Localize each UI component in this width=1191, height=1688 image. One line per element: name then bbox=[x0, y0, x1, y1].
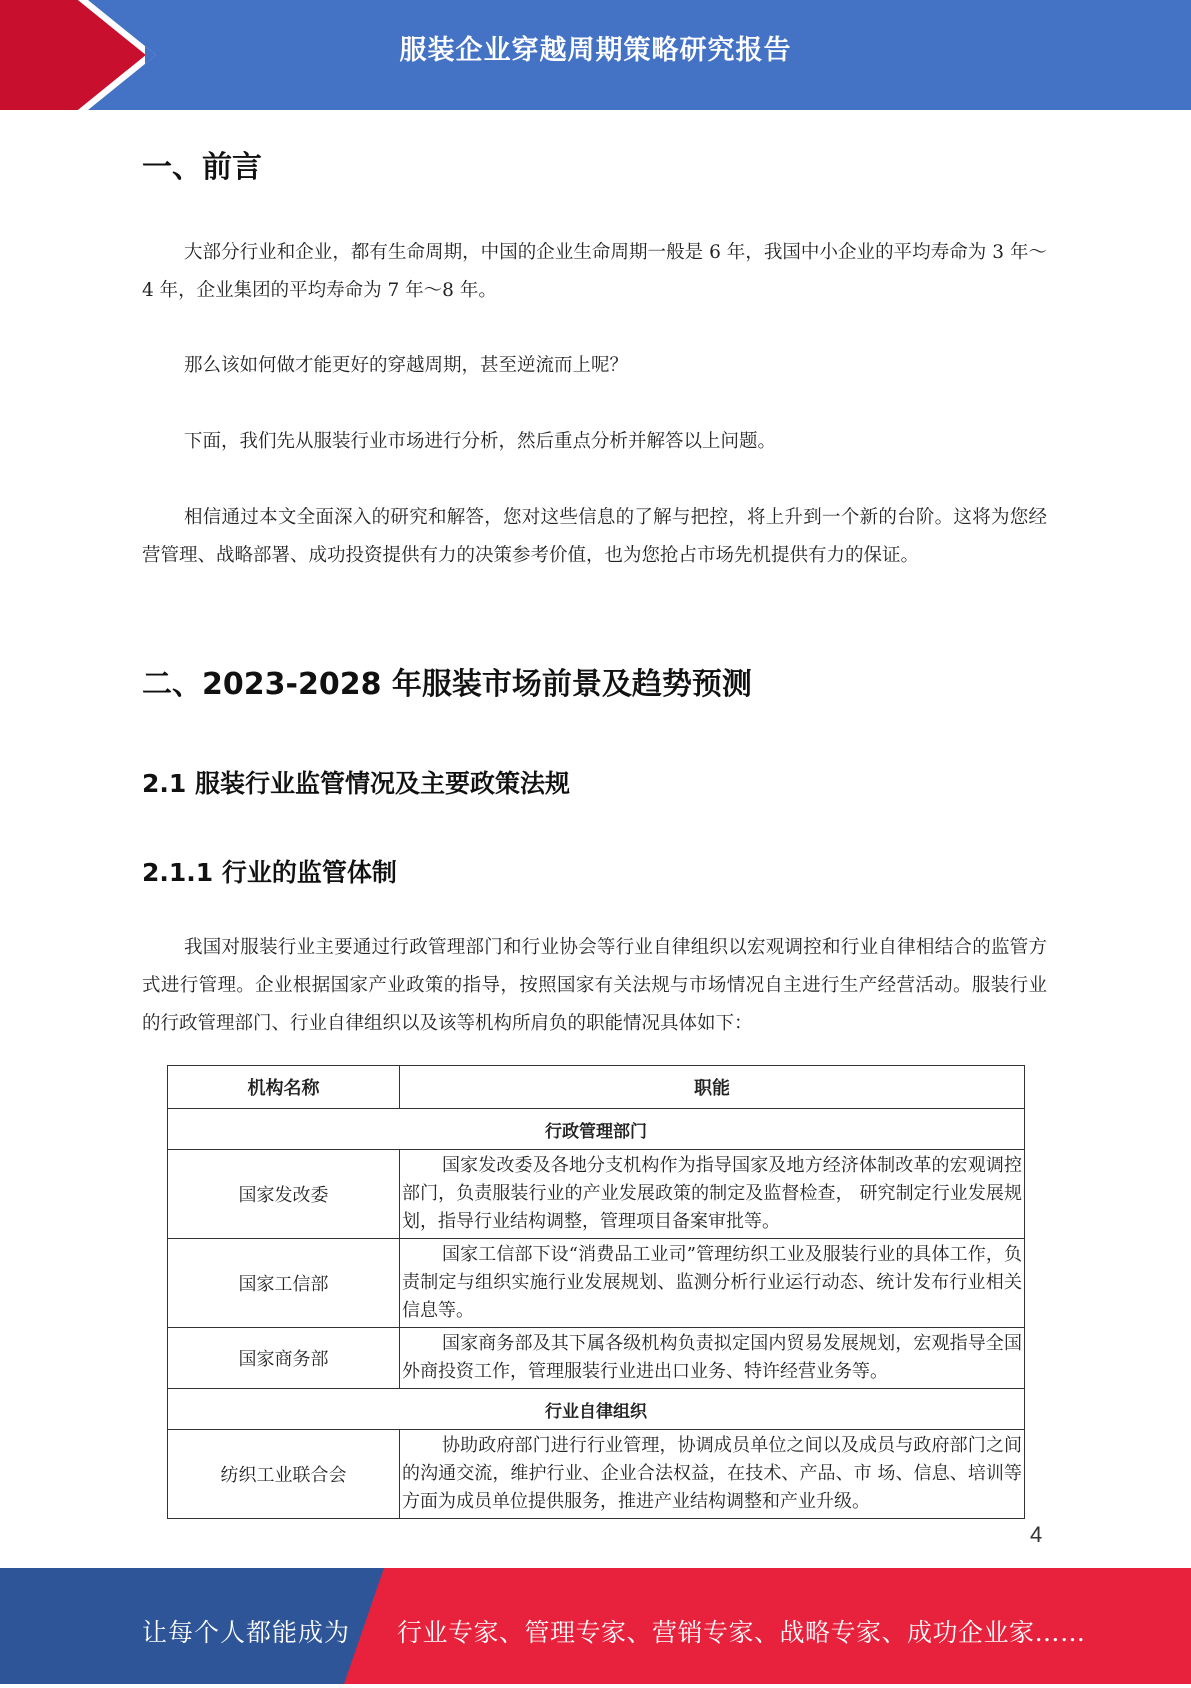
org-function-cell: 协助政府部门进行行业管理，协调成员单位之间以及成员与政府部门之间的沟通交流，维护行业、企业合法权益，在技术、产品、市 场、信息、培训等方面为成员单位提供服务，推进产业结构调整和产业升级。 bbox=[400, 1430, 1025, 1519]
org-function-cell: 国家发改委及各地分支机构作为指导国家及地方经济体制改革的宏观调控部门，负责服装行业的产业发展政策的制定及监督检查， 研究制定行业发展规划，指导行业结构调整，管理项目备案审批等。 bbox=[400, 1150, 1025, 1239]
regulatory-bodies-table bbox=[167, 1065, 1025, 1519]
table-group-row bbox=[168, 1389, 1025, 1430]
org-name-cell: 国家发改委 bbox=[168, 1150, 400, 1239]
section-heading-forecast: 二、2023-2028 年服装市场前景及趋势预测 bbox=[142, 667, 752, 702]
org-function-cell: 国家商务部及其下属各级机构负责拟定国内贸易发展规划，宏观指导全国外商投资工作，管理服装行业进出口业务、特许经营业务等。 bbox=[400, 1328, 1025, 1389]
group-admin-departments: 行政管理部门 bbox=[168, 1109, 1025, 1150]
preface-paragraph-3: 下面，我们先从服装行业市场进行分析，然后重点分析并解答以上问题。 bbox=[184, 431, 777, 452]
table-row bbox=[168, 1239, 1025, 1328]
table-row bbox=[168, 1150, 1025, 1239]
org-name-cell: 国家商务部 bbox=[168, 1328, 400, 1389]
preface-paragraph-1: 大部分行业和企业，都有生命周期，中国的企业生命周期一般是 6 年，我国中小企业的平均寿命为 3 年～4 年，企业集团的平均寿命为 7 年～8 年。 bbox=[142, 242, 1047, 301]
table-row bbox=[168, 1430, 1025, 1519]
org-name-cell: 纺织工业联合会 bbox=[168, 1430, 400, 1519]
subsection-heading-2-1-1: 2.1.1 行业的监管体制 bbox=[142, 858, 397, 887]
table-group-row bbox=[168, 1109, 1025, 1150]
org-function-cell: 国家工信部下设“消费品工业司”管理纺织工业及服装行业的具体工作，负责制定与组织实施行业发展规划、监测分析行业运行动态、统计发布行业相关信息等。 bbox=[400, 1239, 1025, 1328]
header-org-name: 机构名称 bbox=[168, 1066, 400, 1109]
table-header-row bbox=[168, 1066, 1025, 1109]
preface-paragraph-4: 相信通过本文全面深入的研究和解答，您对这些信息的了解与把控，将上升到一个新的台阶。这将为您经营管理、战略部署、成功投资提供有力的决策参考价值，也为您抢占市场先机提供有力的保证。 bbox=[142, 507, 1047, 566]
page-number: 4 bbox=[1030, 1522, 1043, 1547]
regulation-paragraph: 我国对服装行业主要通过行政管理部门和行业协会等行业自律组织以宏观调控和行业自律相结合的监管方式进行管理。企业根据国家产业政策的指导，按照国家有关法规与市场情况自主进行生产经营活动。服装行业的行政管理部门、行业自律组织以及该等机构所肩负的职能情况具体如下： bbox=[142, 937, 1047, 1034]
preface-paragraph-2: 那么该如何做才能更好的穿越周期，甚至逆流而上呢？ bbox=[184, 355, 629, 376]
org-name-cell: 国家工信部 bbox=[168, 1239, 400, 1328]
header-function: 职能 bbox=[400, 1066, 1025, 1109]
table-row bbox=[168, 1328, 1025, 1389]
report-title: 服装企业穿越周期策略研究报告 bbox=[399, 35, 792, 66]
footer-slogan-left: 让每个人都能成为 bbox=[142, 1618, 351, 1647]
section-heading-preface: 一、前言 bbox=[142, 150, 262, 185]
group-self-regulatory: 行业自律组织 bbox=[168, 1389, 1025, 1430]
subsection-heading-2-1: 2.1 服装行业监管情况及主要政策法规 bbox=[142, 769, 570, 798]
footer-slogan-right: 行业专家、管理专家、营销专家、战略专家、成功企业家…… bbox=[397, 1618, 1086, 1647]
header-banner bbox=[0, 0, 1191, 110]
